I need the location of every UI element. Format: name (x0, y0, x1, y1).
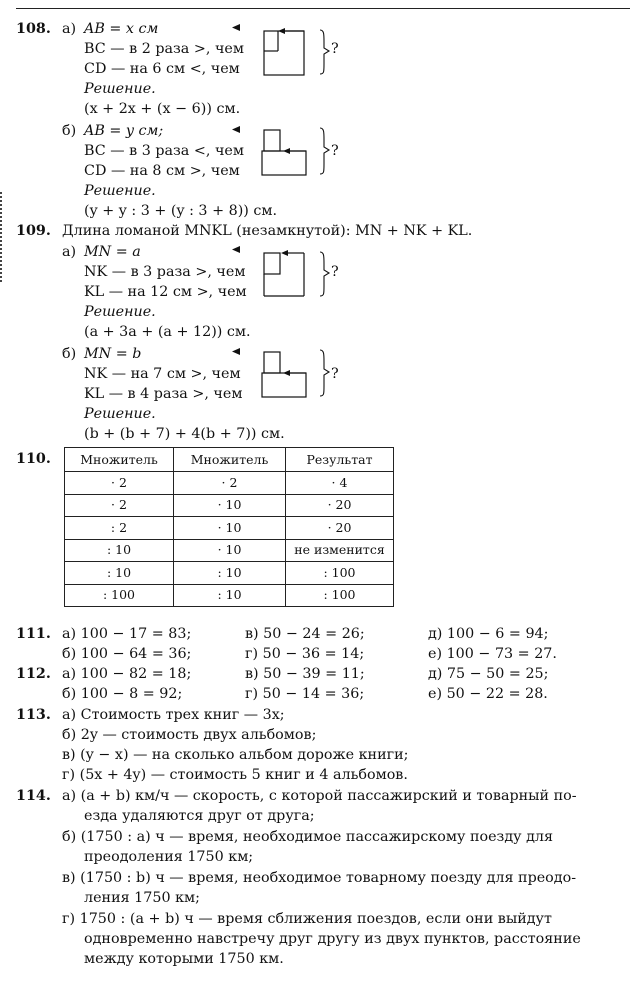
p114-line: г) 1750 : (a + b) ч — время сближения поездов, если они выйдут (62, 911, 552, 927)
p112-item-b: б) 100 − 8 = 92; (62, 686, 183, 702)
top-rule (16, 8, 630, 9)
p111-item-a: а) 100 − 17 = 83; (62, 626, 192, 642)
p108-b-label: б) (62, 123, 77, 139)
p108-a-scheme (228, 20, 348, 80)
p114-line: б) (1750 : a) ч — время, необходимое пассажирскому поезду для (62, 829, 554, 845)
p111-item-g: г) 50 − 36 = 14; (245, 646, 365, 662)
table-cell: : 10 (65, 539, 174, 562)
table-cell: · 2 (65, 472, 174, 495)
table-cell: не изменится (286, 539, 394, 562)
table-cell: : 10 (174, 584, 286, 607)
p108-b-solution-label: Решение. (84, 183, 156, 199)
p108-a-solution-label: Решение. (84, 81, 156, 97)
table-cell: : 10 (65, 562, 174, 585)
table-cell: · 10 (174, 494, 286, 517)
p109-a-line2: NK — в 3 раза >, чем (84, 264, 246, 280)
page-edge-marks (0, 192, 5, 282)
p114-line: в) (1750 : b) ч — время, необходимое товарному поезду для преодо- (62, 870, 577, 886)
table-cell: : 100 (286, 562, 394, 585)
problem-114-number: 114. (16, 788, 51, 804)
table-cell: · 2 (174, 472, 286, 495)
p108-a-question: ? (331, 41, 339, 57)
table-header-cell: Множитель (65, 448, 174, 472)
p112-item-d: д) 75 − 50 = 25; (428, 666, 549, 682)
p109-b-line3: KL — в 4 раза >, чем (84, 386, 243, 402)
p108-a-line3: CD — на 6 см <, чем (84, 61, 240, 77)
table-cell: : 2 (65, 517, 174, 540)
p109-b-question: ? (331, 366, 339, 382)
p109-b-line1: MN = b (84, 346, 142, 362)
problem-113-number: 113. (16, 707, 51, 723)
table-cell: · 4 (286, 472, 394, 495)
table-cell: · 10 (174, 517, 286, 540)
p109-a-line1: MN = a (84, 244, 141, 260)
p109-a-answer: (a + 3a + (a + 12)) см. (84, 324, 251, 340)
p114-line: между которыми 1750 км. (84, 951, 284, 967)
p114-line: а) (a + b) км/ч — скорость, с которой пассажирский и товарный по- (62, 788, 577, 804)
p108-a-line1: AB = x см (84, 21, 159, 37)
table-row (65, 494, 394, 517)
problem-110-number: 110. (16, 451, 51, 467)
p108-b-answer: (y + y : 3 + (y : 3 + 8)) см. (84, 203, 278, 219)
p108-a-label: а) (62, 21, 77, 37)
p111-item-d: д) 100 − 6 = 94; (428, 626, 549, 642)
p109-a-solution-label: Решение. (84, 304, 156, 320)
table-row (65, 472, 394, 495)
p112-item-a: а) 100 − 82 = 18; (62, 666, 192, 682)
p114-line: одновременно навстречу друг другу из двух пунктов, расстояние (84, 931, 581, 947)
p111-item-b: б) 100 − 64 = 36; (62, 646, 192, 662)
p108-b-scheme (228, 122, 348, 182)
p109-a-question: ? (331, 264, 339, 280)
p109-b-solution-label: Решение. (84, 406, 156, 422)
table-header-cell: Множитель (174, 448, 286, 472)
table-cell: · 2 (65, 494, 174, 517)
p113-line-b: б) 2y — стоимость двух альбомов; (62, 727, 317, 743)
p112-item-g: г) 50 − 14 = 36; (245, 686, 365, 702)
table-row (65, 584, 394, 607)
p109-b-label: б) (62, 346, 77, 362)
table-cell: : 100 (286, 584, 394, 607)
problem-111-number: 111. (16, 626, 51, 642)
p111-item-v: в) 50 − 24 = 26; (245, 626, 365, 642)
p113-line-v: в) (y − x) — на сколько альбом дороже книги; (62, 747, 409, 763)
p111-item-e: е) 100 − 73 = 27. (428, 646, 557, 662)
p108-b-line3: CD — на 8 см >, чем (84, 163, 240, 179)
problem-112-number: 112. (16, 666, 51, 682)
p110-table (64, 447, 394, 607)
p114-line: ления 1750 км; (84, 890, 200, 906)
p113-line-g: г) (5x + 4y) — стоимость 5 книг и 4 альбомов. (62, 767, 408, 783)
problem-109-number: 109. (16, 223, 51, 239)
p109-a-label: а) (62, 244, 77, 260)
p109-a-scheme (228, 242, 348, 302)
p112-item-v: в) 50 − 39 = 11; (245, 666, 365, 682)
table-cell: : 100 (65, 584, 174, 607)
p109-intro: Длина ломаной MNKL (незамкнутой): MN + NK + KL. (62, 223, 473, 239)
table-cell: · 10 (174, 539, 286, 562)
table-cell: : 10 (174, 562, 286, 585)
table-cell: · 20 (286, 517, 394, 540)
table-row (65, 539, 394, 562)
p108-b-line1: AB = y см; (84, 123, 164, 139)
p108-b-question: ? (331, 143, 339, 159)
table-row (65, 517, 394, 540)
p109-b-scheme (228, 344, 348, 404)
table-header-row (65, 448, 394, 472)
p113-line-a: а) Стоимость трех книг — 3x; (62, 707, 285, 723)
p108-a-line2: BC — в 2 раза >, чем (84, 41, 244, 57)
p109-a-line3: KL — на 12 см >, чем (84, 284, 247, 300)
p114-line: езда удаляются друг от друга; (84, 808, 315, 824)
p112-item-e: е) 50 − 22 = 28. (428, 686, 548, 702)
p114-line: преодоления 1750 км; (84, 849, 254, 865)
p109-b-answer: (b + (b + 7) + 4(b + 7)) см. (84, 426, 285, 442)
table-header-cell: Результат (286, 448, 394, 472)
table-row (65, 562, 394, 585)
table-cell: · 20 (286, 494, 394, 517)
problem-108-number: 108. (16, 21, 51, 37)
p108-a-answer: (x + 2x + (x − 6)) см. (84, 101, 241, 117)
p108-b-line2: BC — в 3 раза <, чем (84, 143, 244, 159)
p109-b-line2: NK — на 7 см >, чем (84, 366, 241, 382)
